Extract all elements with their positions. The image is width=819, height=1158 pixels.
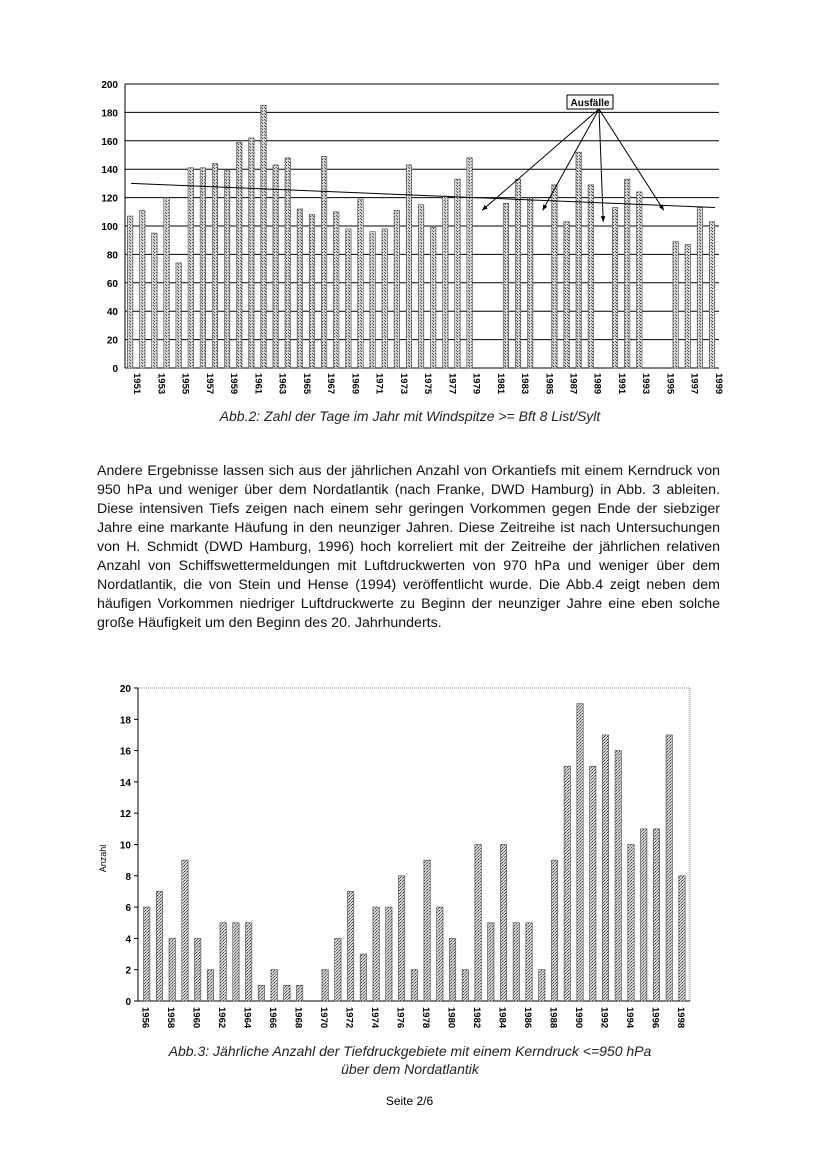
x-tick-label: 1998 [674, 1007, 686, 1029]
x-tick-label: 1964 [241, 1007, 253, 1029]
x-tick-label: 1997 [688, 373, 700, 395]
bar [273, 165, 278, 368]
x-tick-label: 1986 [522, 1007, 534, 1029]
x-tick-label: 1968 [292, 1007, 304, 1029]
bar [539, 970, 545, 1001]
x-tick-label: 1985 [543, 373, 555, 395]
y-tick-label: 6 [125, 903, 131, 915]
bar [127, 216, 132, 368]
bar [245, 923, 251, 1001]
bar [152, 233, 157, 368]
low-pressure-count-chart [88, 676, 698, 1036]
bar [590, 766, 596, 1001]
x-tick-label: 1994 [623, 1007, 635, 1029]
bar [673, 242, 678, 368]
x-tick-label: 1979 [470, 373, 482, 395]
figure-3-caption-line-2: über dem Nordatlantik [341, 1061, 479, 1077]
bar [271, 970, 277, 1001]
bar [207, 970, 213, 1001]
x-tick-label: 1992 [598, 1007, 610, 1029]
y-tick-label: 20 [119, 684, 131, 695]
bar [386, 907, 392, 1001]
bar [685, 244, 690, 368]
y-tick-label: 8 [125, 871, 131, 883]
bar [297, 209, 302, 368]
y-tick-label: 18 [119, 715, 131, 727]
bar [526, 923, 532, 1001]
page-number: Seite 2/6 [385, 1094, 434, 1108]
y-tick-label: 40 [106, 307, 118, 319]
bar [653, 829, 659, 1001]
bar [347, 891, 353, 1001]
bar [370, 232, 375, 368]
x-tick-label: 1962 [216, 1007, 228, 1029]
x-tick-label: 1972 [343, 1007, 355, 1029]
y-tick-label: 4 [125, 934, 131, 946]
bar [156, 891, 162, 1001]
bar [249, 138, 254, 368]
x-tick-label: 1957 [203, 373, 215, 395]
bar [666, 735, 672, 1001]
y-tick-label: 80 [106, 250, 118, 262]
bar [552, 185, 557, 368]
x-tick-label: 1955 [179, 373, 191, 395]
y-axis-label: Anzahl [98, 844, 108, 873]
x-tick-label: 1958 [165, 1007, 177, 1029]
x-tick-label: 1999 [712, 373, 724, 395]
x-tick-label: 1973 [397, 373, 409, 395]
bar [564, 766, 570, 1001]
body-paragraph: Andere Ergebnisse lassen sich aus der jährlichen Anzahl von Orkantiefs mit einem Kerndruck von 950 hPa und weniger über dem Nordatlantik (nach Franke, DWD Hamburg) in Abb. 3 ableiten. Diese intensiven Tiefs zeigen nach einem sehr geringen Vorkommen gegen Ende der siebziger Jahre eine markante Häufung in den neunziger Jahren. Diese Zeitreihe ist nach Untersuchungen von H. Schmidt (DWD Hamburg, 1996) hoch korreliert mit der Zeitreihe der jährlichen relativen Anzahl von Schiffswettermeldungen mit Luftdruckwerten von 970 hPa und weniger über dem Nordatlantik, die von Stein und Hense (1994) veröffentlicht wurde. Die Abb.4 zeigt neben dem häufigen Vorkommen niedriger Luftdruckwerte zu Beginn der neunziger Jahre eine eben solche große Häufigkeit um den Beginn des 20. Jahrhunderts. [97, 463, 720, 631]
y-tick-label: 140 [101, 165, 118, 177]
bar [679, 876, 685, 1001]
arrowhead [601, 216, 606, 222]
bar [224, 171, 229, 368]
x-tick-label: 1951 [131, 373, 143, 395]
bar [322, 970, 328, 1001]
x-tick-label: 1967 [325, 373, 337, 395]
figure-3-caption-line-1: Abb.3: Jährliche Anzahl der Tiefdruckgebiete mit einem Kerndruck <=950 hPa [168, 1043, 652, 1059]
bar [169, 938, 175, 1001]
x-tick-label: 1982 [471, 1007, 483, 1029]
bar [576, 152, 581, 368]
y-tick-label: 60 [106, 278, 118, 290]
bar [577, 704, 583, 1001]
bar [360, 954, 366, 1001]
x-tick-label: 1970 [318, 1007, 330, 1029]
x-tick-label: 1974 [369, 1007, 381, 1029]
y-tick-label: 14 [119, 777, 131, 789]
bar [261, 105, 266, 368]
y-tick-label: 0 [125, 997, 131, 1008]
bar [195, 938, 201, 1001]
bar [258, 985, 264, 1001]
bar [164, 198, 169, 368]
bar [382, 229, 387, 368]
y-tick-label: 10 [119, 840, 131, 852]
bar [488, 923, 494, 1001]
bar [475, 845, 481, 1002]
bar [394, 210, 399, 368]
bar [709, 222, 714, 368]
y-tick-label: 16 [119, 746, 131, 758]
bar [321, 156, 326, 368]
x-tick-label: 1993 [640, 373, 652, 395]
y-tick-label: 0 [112, 364, 118, 375]
bar [437, 907, 443, 1001]
bar [296, 985, 302, 1001]
y-tick-label: 2 [125, 965, 131, 977]
bar [467, 158, 472, 368]
bar [346, 229, 351, 368]
bar [424, 860, 430, 1001]
bar [515, 179, 520, 368]
figure-2-caption: Abb.2: Zahl der Tage im Jahr mit Windspitze >= Bft 8 List/Sylt [219, 408, 601, 424]
bar [237, 142, 242, 368]
bar [373, 907, 379, 1001]
bar [602, 735, 608, 1001]
bar [503, 203, 508, 368]
bar [233, 923, 239, 1001]
bar [551, 860, 557, 1001]
bar [615, 751, 621, 1001]
bar [220, 923, 226, 1001]
x-tick-label: 1960 [190, 1007, 202, 1029]
x-tick-label: 1995 [664, 373, 676, 395]
bar [358, 199, 363, 368]
y-tick-label: 120 [101, 193, 118, 205]
bar [430, 227, 435, 368]
figure-3-caption [100, 1042, 720, 1078]
bar [176, 263, 181, 368]
bar [500, 845, 506, 1002]
bar [449, 938, 455, 1001]
y-tick-label: 200 [101, 80, 118, 91]
bar [284, 985, 290, 1001]
bar [182, 860, 188, 1001]
x-tick-label: 1966 [267, 1007, 279, 1029]
x-tick-label: 1980 [445, 1007, 457, 1029]
annotation-label: Ausfälle [570, 98, 610, 109]
bar [513, 923, 519, 1001]
bar [588, 185, 593, 368]
bar [398, 876, 404, 1001]
bar [564, 222, 569, 368]
x-tick-label: 1975 [422, 373, 434, 395]
bar [144, 907, 150, 1001]
bar [309, 215, 314, 368]
bar [334, 212, 339, 368]
y-tick-label: 180 [101, 108, 118, 120]
y-tick-label: 20 [106, 335, 118, 347]
x-tick-label: 1981 [494, 373, 506, 395]
bar [443, 196, 448, 368]
y-tick-label: 160 [101, 136, 118, 148]
bar [411, 970, 417, 1001]
bar [697, 208, 702, 368]
x-tick-label: 1965 [300, 373, 312, 395]
x-tick-label: 1971 [373, 373, 385, 395]
y-tick-label: 12 [119, 809, 131, 821]
bar [188, 168, 193, 368]
x-tick-label: 1987 [567, 373, 579, 395]
x-tick-label: 1988 [547, 1007, 559, 1029]
x-tick-label: 1990 [573, 1007, 585, 1029]
x-tick-label: 1983 [519, 373, 531, 395]
bar [212, 164, 217, 368]
bar [455, 179, 460, 368]
x-tick-label: 1978 [420, 1007, 432, 1029]
bar [335, 938, 341, 1001]
x-tick-label: 1953 [155, 373, 167, 395]
bar [462, 970, 468, 1001]
x-tick-label: 1977 [446, 373, 458, 395]
bar [527, 198, 532, 368]
x-tick-label: 1959 [228, 373, 240, 395]
x-tick-label: 1969 [349, 373, 361, 395]
bar [628, 845, 634, 1002]
x-tick-label: 1961 [252, 373, 264, 395]
bar [624, 179, 629, 368]
annotation-arrow [599, 109, 603, 222]
x-tick-label: 1991 [615, 373, 627, 395]
x-tick-label: 1956 [139, 1007, 151, 1029]
y-tick-label: 100 [101, 222, 118, 233]
wind-days-chart [85, 72, 725, 408]
bar [637, 192, 642, 368]
bar [641, 829, 647, 1001]
x-tick-label: 1963 [276, 373, 288, 395]
annotation-arrow [599, 109, 664, 210]
bar [612, 208, 617, 368]
bar [140, 210, 145, 368]
x-tick-label: 1976 [394, 1007, 406, 1029]
x-tick-label: 1984 [496, 1007, 508, 1029]
bar [200, 168, 205, 368]
bar [418, 205, 423, 368]
x-tick-label: 1996 [649, 1007, 661, 1029]
x-tick-label: 1989 [591, 373, 603, 395]
